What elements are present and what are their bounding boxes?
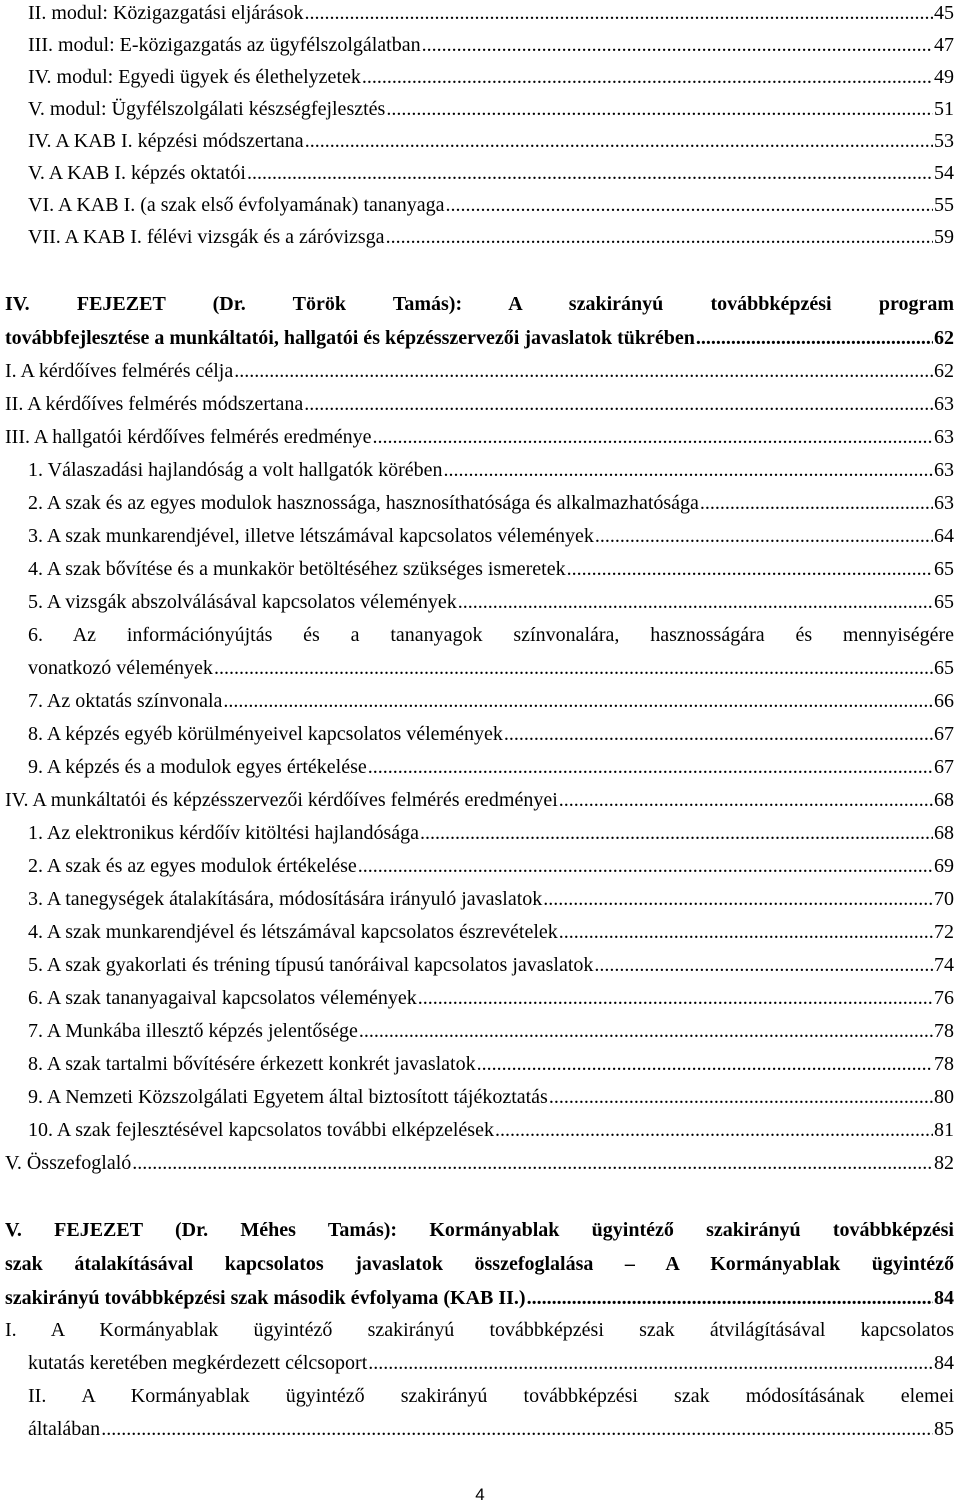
toc-entry-title-line1: IV. FEJEZET (Dr. Török Tamás): A szakirányú továbbképzési program	[5, 293, 954, 315]
toc-entry[interactable]	[5, 784, 954, 816]
toc-entry-title-line1: V. FEJEZET (Dr. Méhes Tamás): Kormányablak ügyintéző szakirányú továbbképzési	[5, 1219, 954, 1241]
toc-page-number: 59	[934, 226, 954, 248]
toc-entry[interactable]	[28, 157, 954, 189]
toc-page-number: 78	[934, 1020, 954, 1042]
toc-page-number: 69	[934, 855, 954, 877]
toc-entry-title: I. A kérdőíves felmérés célja	[5, 360, 234, 382]
toc-page-number: 65	[934, 558, 954, 580]
toc-chapter-heading[interactable]	[5, 322, 954, 354]
toc-leader-dots	[214, 652, 933, 684]
toc-entry-title: 7. Az oktatás színvonala	[28, 690, 223, 712]
toc-leader-dots	[458, 586, 933, 618]
toc-page-number: 63	[934, 492, 954, 514]
toc-entry-title: III. modul: E-közigazgatás az ügyfélszolgálatban	[28, 34, 421, 56]
toc-page-number: 67	[934, 723, 954, 745]
toc-leader-dots	[386, 221, 933, 253]
toc-page-number: 80	[934, 1086, 954, 1108]
toc-entry-title: VII. A KAB I. félévi vizsgák és a záróvizsga	[28, 226, 385, 248]
toc-leader-dots	[527, 1282, 933, 1314]
toc-entry-title: V. A KAB I. képzés oktatói	[28, 162, 246, 184]
toc-page-number: 63	[934, 393, 954, 415]
toc-entry-title: 2. A szak és az egyes modulok hasznossága, hasznosíthatósága és alkalmazhatósága	[28, 492, 699, 514]
toc-entry[interactable]	[28, 1048, 954, 1080]
toc-entry[interactable]	[28, 189, 954, 221]
toc-page-number: 62	[934, 327, 954, 349]
toc-entry[interactable]	[28, 454, 954, 486]
toc-entry-title: II. modul: Közigazgatási eljárások	[28, 2, 304, 24]
toc-entry-title: 4. A szak bővítése és a munkakör betöltéséhez szükséges ismeretek	[28, 558, 566, 580]
toc-entry[interactable]	[28, 586, 954, 618]
toc-entry-line1[interactable]	[28, 619, 954, 651]
toc-leader-dots	[543, 883, 933, 915]
toc-entry-line1[interactable]	[28, 1380, 954, 1412]
toc-page-number: 49	[934, 66, 954, 88]
toc-leader-dots	[247, 157, 933, 189]
toc-entry-title: továbbfejlesztése a munkáltatói, hallgatói és képzésszervezői javaslatok tükrében	[5, 327, 695, 349]
toc-leader-dots	[304, 388, 933, 420]
toc-entry-title: kutatás keretében megkérdezett célcsoport	[28, 1352, 368, 1374]
toc-leader-dots	[418, 982, 933, 1014]
toc-entry-title: 5. A szak gyakorlati és tréning típusú tanóráival kapcsolatos javaslatok	[28, 954, 594, 976]
toc-leader-dots	[305, 125, 933, 157]
toc-leader-dots	[477, 1048, 933, 1080]
toc-entry-title: II. A kérdőíves felmérés módszertana	[5, 393, 304, 415]
toc-leader-dots	[362, 61, 933, 93]
toc-entry[interactable]	[28, 487, 954, 519]
toc-entry[interactable]	[28, 93, 954, 125]
toc-entry-title: IV. modul: Egyedi ügyek és élethelyzetek	[28, 66, 361, 88]
toc-entry-title: 1. Az elektronikus kérdőív kitöltési hajlandósága	[28, 822, 420, 844]
page-footer-number: 4	[475, 1485, 485, 1504]
toc-entry[interactable]	[28, 949, 954, 981]
toc-entry-title: 7. A Munkába illesztő képzés jelentősége	[28, 1020, 358, 1042]
toc-leader-dots	[101, 1413, 933, 1445]
toc-page-number: 82	[934, 1152, 954, 1174]
toc-leader-dots	[567, 553, 933, 585]
toc-chapter-heading-line1[interactable]	[5, 288, 954, 320]
toc-entry-title: 2. A szak és az egyes modulok értékelése	[28, 855, 357, 877]
toc-entry-title: 10. A szak fejlesztésével kapcsolatos további elképzelések	[28, 1119, 494, 1141]
toc-entry[interactable]	[28, 850, 954, 882]
toc-chapter-heading[interactable]	[5, 1282, 954, 1314]
toc-page-number: 66	[934, 690, 954, 712]
toc-page-number: 68	[934, 789, 954, 811]
toc-leader-dots	[594, 949, 933, 981]
toc-entry-title: IV. A munkáltatói és képzésszervezői kérdőíves felmérés eredményei	[5, 789, 558, 811]
toc-page-number: 84	[934, 1352, 954, 1374]
toc-leader-dots	[696, 322, 933, 354]
toc-page-number: 76	[934, 987, 954, 1009]
toc-entry[interactable]	[28, 61, 954, 93]
toc-entry-title: V. modul: Ügyfélszolgálati készségfejlesztés	[28, 98, 386, 120]
toc-entry[interactable]	[28, 817, 954, 849]
toc-page-number: 84	[934, 1287, 954, 1309]
toc-entry[interactable]	[28, 1347, 954, 1379]
toc-page-number: 78	[934, 1053, 954, 1075]
toc-leader-dots	[559, 916, 933, 948]
toc-page-number: 70	[934, 888, 954, 910]
toc-page-number: 64	[934, 525, 954, 547]
toc-entry-title: 4. A szak munkarendjével és létszámával kapcsolatos észrevételek	[28, 921, 558, 943]
toc-entry-title: 8. A képzés egyéb körülményeivel kapcsolatos vélemények	[28, 723, 503, 745]
toc-page-number: 67	[934, 756, 954, 778]
toc-chapter-heading-line1[interactable]	[5, 1214, 954, 1246]
toc-entry-title: 3. A tanegységek átalakítására, módosítására irányuló javaslatok	[28, 888, 543, 910]
toc-leader-dots	[368, 1347, 933, 1379]
toc-entry[interactable]	[28, 553, 954, 585]
toc-entry-title-line1: I. A Kormányablak ügyintéző szakirányú továbbképzési szak átvilágításával kapcsolatos	[5, 1319, 954, 1341]
toc-entry[interactable]	[28, 29, 954, 61]
toc-leader-dots	[446, 189, 933, 221]
toc-entry-title: szakirányú továbbképzési szak második évfolyama (KAB II.)	[5, 1287, 526, 1309]
toc-entry-title: általában	[28, 1418, 101, 1440]
toc-entry-title-line1: 6. Az információnyújtás és a tananyagok színvonalára, hasznosságára és mennyiségére	[28, 624, 954, 646]
toc-leader-dots	[700, 487, 933, 519]
toc-entry[interactable]	[28, 221, 954, 253]
toc-leader-dots	[234, 355, 933, 387]
toc-entry[interactable]	[28, 751, 954, 783]
toc-entry[interactable]	[28, 916, 954, 948]
toc-entry[interactable]	[5, 1147, 954, 1179]
toc-entry[interactable]	[28, 0, 954, 29]
toc-leader-dots	[132, 1147, 933, 1179]
toc-page-number: 53	[934, 130, 954, 152]
toc-leader-dots	[595, 520, 933, 552]
toc-entry[interactable]	[28, 718, 954, 750]
toc-entry-title: 3. A szak munkarendjével, illetve létszámával kapcsolatos vélemények	[28, 525, 594, 547]
toc-entry[interactable]	[28, 1114, 954, 1146]
toc-entry-title: 6. A szak tananyagaival kapcsolatos vélemények	[28, 987, 417, 1009]
toc-entry[interactable]	[5, 421, 954, 453]
toc-entry-line1[interactable]	[5, 1314, 954, 1346]
toc-entry-title: V. Összefoglaló	[5, 1152, 132, 1174]
toc-entry-title: IV. A KAB I. képzési módszertana	[28, 130, 304, 152]
toc-page-number: 63	[934, 426, 954, 448]
toc-page-number: 65	[934, 591, 954, 613]
toc-leader-dots	[444, 454, 933, 486]
toc-page-number: 68	[934, 822, 954, 844]
toc-entry[interactable]	[28, 982, 954, 1014]
toc-leader-dots	[495, 1114, 933, 1146]
toc-entry-title: 9. A Nemzeti Közszolgálati Egyetem által biztosított tájékoztatás	[28, 1086, 548, 1108]
toc-page-number: 65	[934, 657, 954, 679]
toc-leader-dots	[368, 751, 933, 783]
toc-entry[interactable]	[28, 685, 954, 717]
toc-leader-dots	[422, 29, 933, 61]
toc-entry-title: 1. Válaszadási hajlandóság a volt hallgatók körében	[28, 459, 443, 481]
toc-entry[interactable]	[28, 1081, 954, 1113]
toc-entry-title-line2: szak átalakításával kapcsolatos javaslatok összefoglalása – A Kormányablak ügyintéző	[5, 1253, 954, 1275]
toc-entry[interactable]	[28, 1413, 954, 1445]
toc-leader-dots	[223, 685, 933, 717]
toc-leader-dots	[504, 718, 933, 750]
toc-leader-dots	[359, 1015, 933, 1047]
toc-leader-dots	[386, 93, 933, 125]
toc-leader-dots	[420, 817, 933, 849]
toc-page-number: 74	[934, 954, 954, 976]
toc-page-number: 54	[934, 162, 954, 184]
toc-leader-dots	[358, 850, 933, 882]
toc-leader-dots	[559, 784, 933, 816]
toc-leader-dots	[304, 0, 933, 29]
toc-entry-title: VI. A KAB I. (a szak első évfolyamának) tananyaga	[28, 194, 445, 216]
toc-entry-title: 8. A szak tartalmi bővítésére érkezett konkrét javaslatok	[28, 1053, 476, 1075]
toc-entry-title: III. A hallgatói kérdőíves felmérés eredménye	[5, 426, 372, 448]
toc-entry-title: 5. A vizsgák abszolválásával kapcsolatos vélemények	[28, 591, 457, 613]
toc-entry[interactable]	[5, 388, 954, 420]
toc-page-number: 81	[934, 1119, 954, 1141]
toc-entry-title: vonatkozó vélemények	[28, 657, 213, 679]
toc-page-number: 47	[934, 34, 954, 56]
toc-entry[interactable]	[28, 652, 954, 684]
toc-entry-title: 9. A képzés és a modulok egyes értékelése	[28, 756, 367, 778]
toc-leader-dots	[549, 1081, 933, 1113]
toc-page-number: 45	[934, 2, 954, 24]
toc-page-number: 55	[934, 194, 954, 216]
toc-entry[interactable]	[5, 355, 954, 387]
toc-page-number: 51	[934, 98, 954, 120]
toc-entry[interactable]	[28, 520, 954, 552]
toc-page-number: 85	[934, 1418, 954, 1440]
toc-chapter-heading-line2[interactable]	[5, 1248, 954, 1280]
toc-entry[interactable]	[28, 125, 954, 157]
toc-entry[interactable]	[28, 1015, 954, 1047]
toc-entry[interactable]	[28, 883, 954, 915]
toc-leader-dots	[373, 421, 933, 453]
toc-page-number: 72	[934, 921, 954, 943]
toc-entry-title-line1: II. A Kormányablak ügyintéző szakirányú továbbképzési szak módosításának elemei	[28, 1385, 954, 1407]
toc-page-number: 62	[934, 360, 954, 382]
toc-page-number: 63	[934, 459, 954, 481]
